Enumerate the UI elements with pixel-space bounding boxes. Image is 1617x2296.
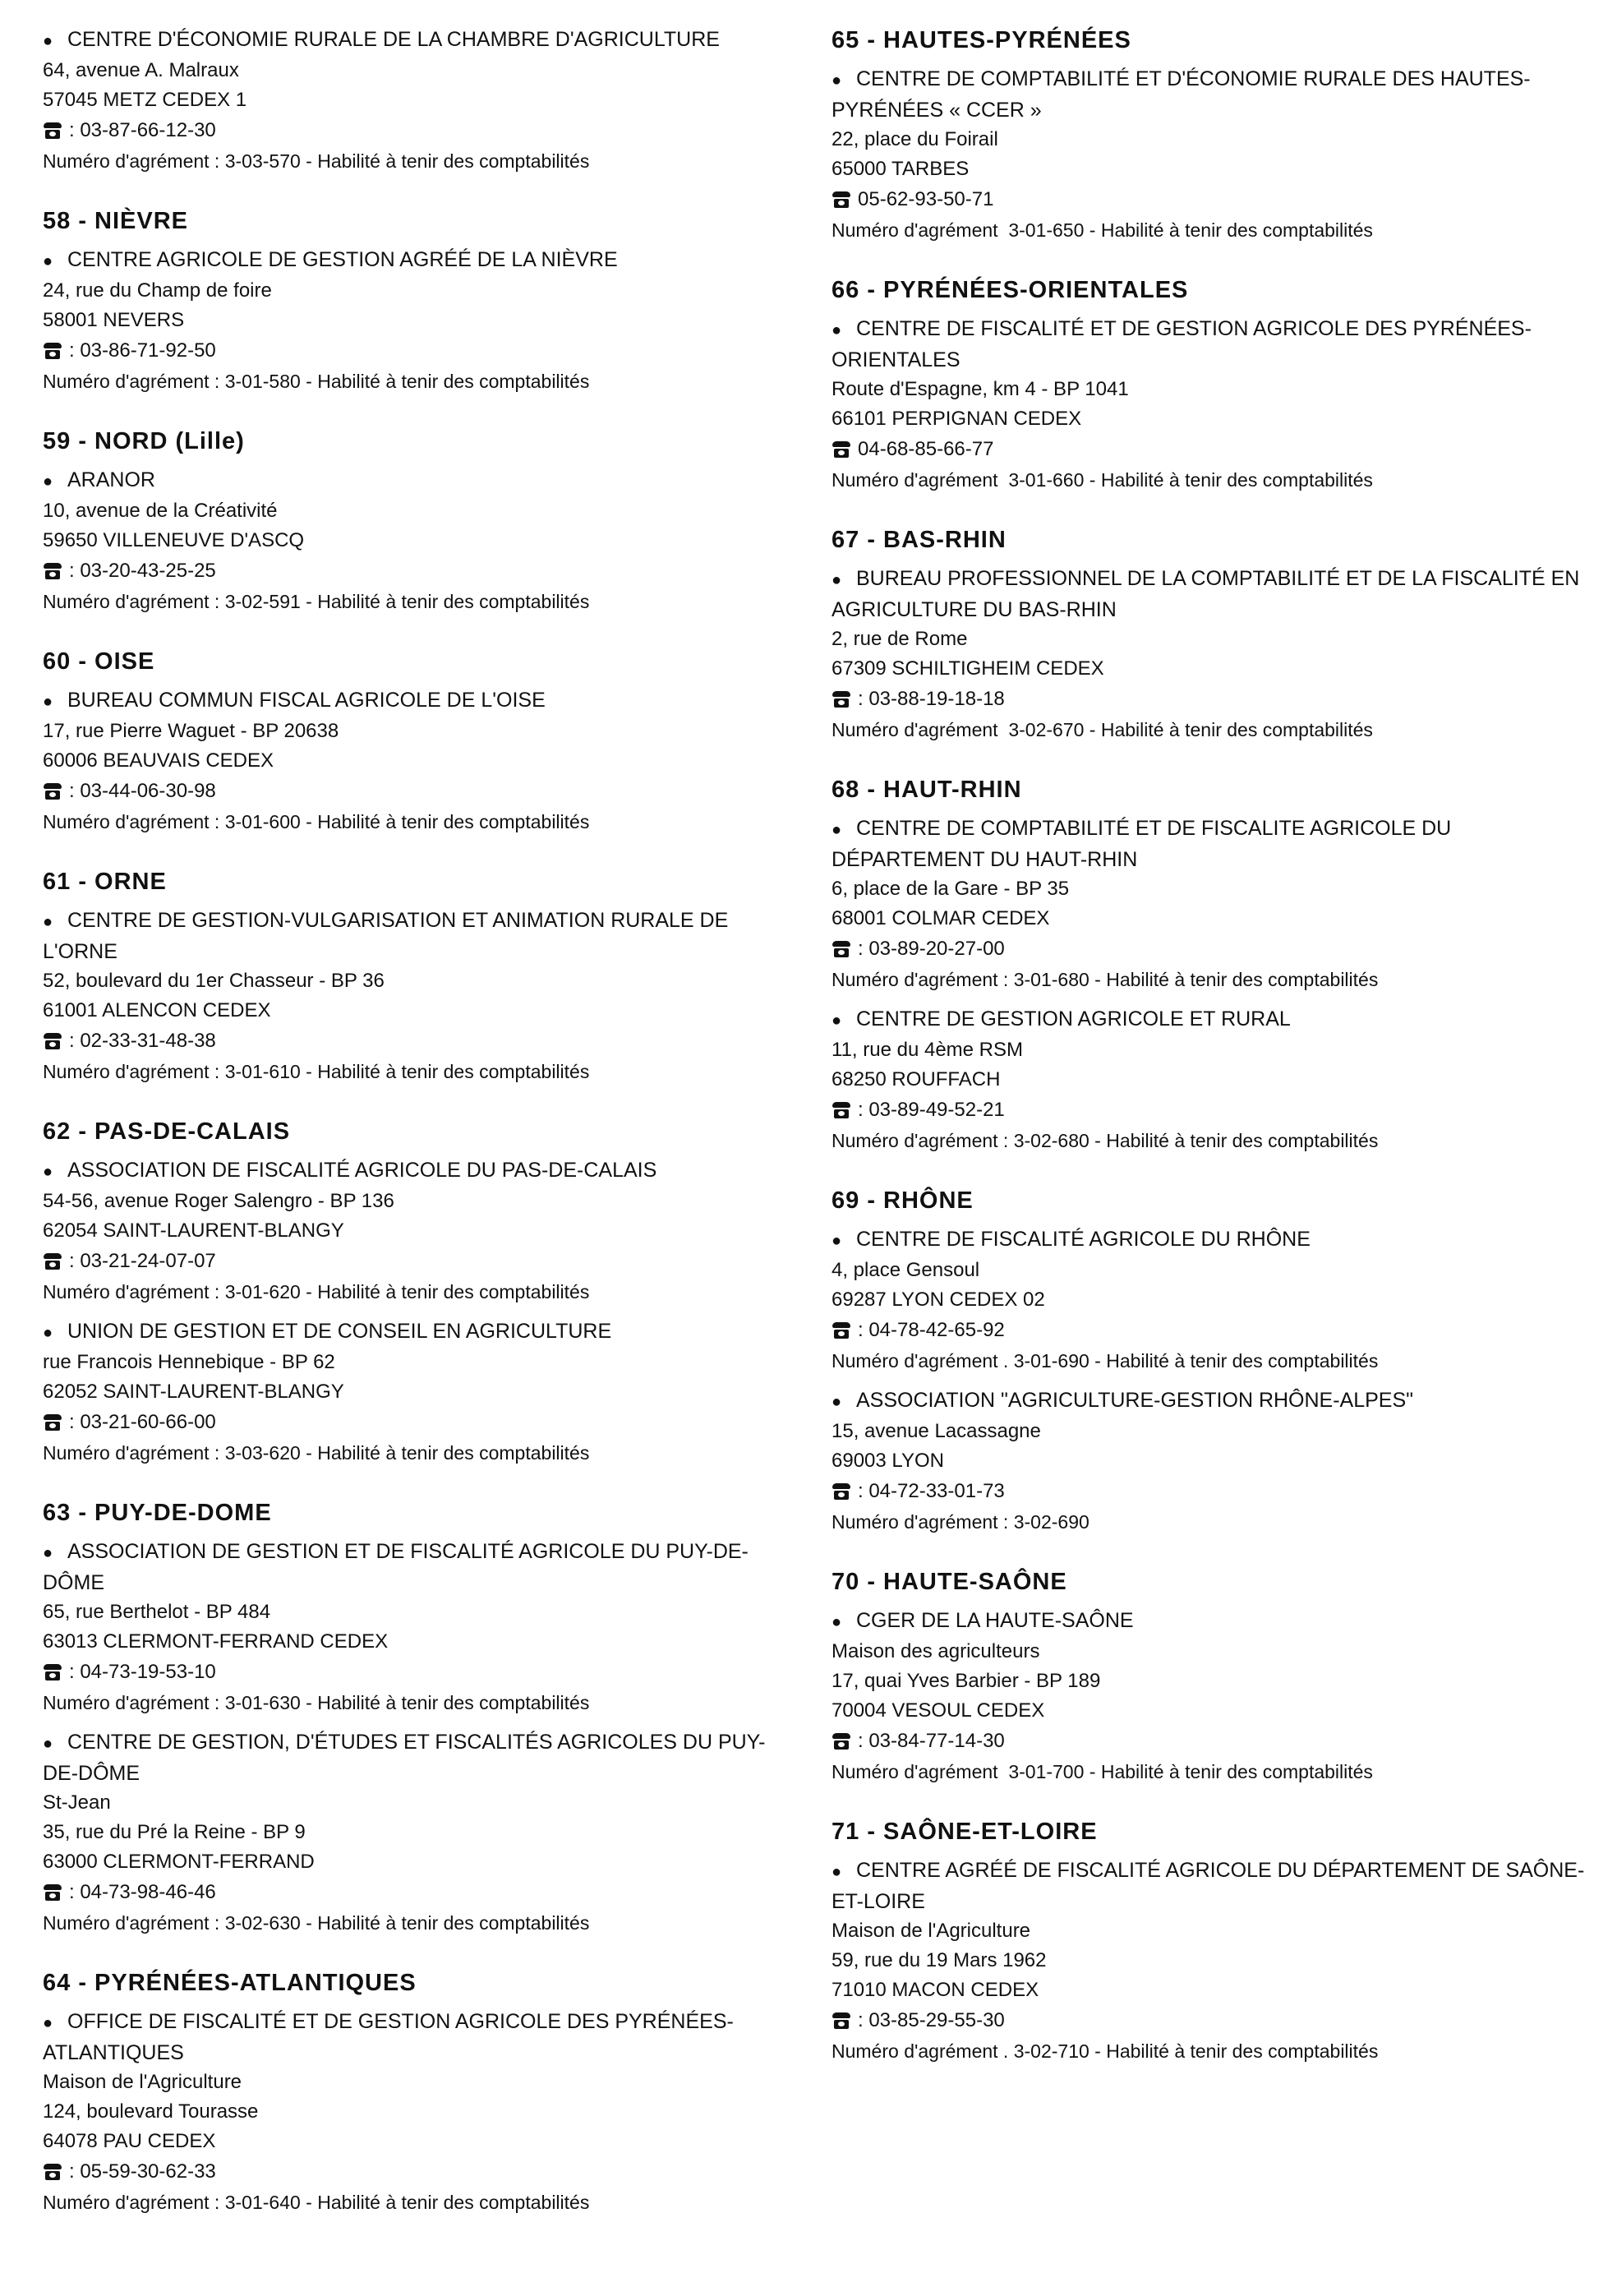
address-line: 52, boulevard du 1er Chasseur - BP 36 <box>43 970 385 992</box>
address-line: rue Francois Hennebique - BP 62 <box>43 1351 335 1373</box>
org-name-line <box>43 245 782 276</box>
directory-entry <box>832 64 1596 245</box>
bullet-icon: ● <box>832 1393 842 1411</box>
department-section <box>832 25 1596 245</box>
approval-number: Numéro d'agrément : 3-02-591 - Habilité à tenir des comptabilités <box>43 591 590 612</box>
department-heading: 63 - PUY-DE-DOME <box>43 1500 272 1526</box>
phone-number: : 03-21-24-07-07 <box>69 1250 216 1272</box>
telephone-icon <box>832 2012 851 2029</box>
department-heading: 60 - OISE <box>43 648 155 675</box>
bullet-icon: ● <box>43 473 53 491</box>
phone-number: : 04-78-42-65-92 <box>858 1319 1005 1341</box>
approval-number: Numéro d'agrément : 3-02-690 <box>832 1511 1090 1533</box>
department-heading: 71 - SAÔNE-ET-LOIRE <box>832 1819 1098 1845</box>
approval-number: Numéro d'agrément 3-01-650 - Habilité à tenir des comptabilités <box>832 219 1373 241</box>
org-name: BUREAU COMMUN FISCAL AGRICOLE DE L'OISE <box>67 689 546 712</box>
address-line: 63000 CLERMONT-FERRAND <box>43 1851 315 1873</box>
telephone-icon <box>43 1033 62 1049</box>
approval-number: Numéro d'agrément : 3-01-600 - Habilité à tenir des comptabilités <box>43 811 590 832</box>
department-section <box>43 1967 782 2217</box>
org-name-line <box>43 1727 782 1788</box>
address-line: 62054 SAINT-LAURENT-BLANGY <box>43 1219 344 1242</box>
approval-number: Numéro d'agrément . 3-01-690 - Habilité à tenir des comptabilités <box>832 1350 1379 1372</box>
org-name-line <box>43 1316 782 1348</box>
phone-number: : 04-73-19-53-10 <box>69 1661 216 1683</box>
org-name-line <box>832 1004 1596 1035</box>
address-line: 60006 BEAUVAIS CEDEX <box>43 749 274 772</box>
directory-entry <box>43 1316 782 1468</box>
department-heading: 64 - PYRÉNÉES-ATLANTIQUES <box>43 1970 417 1996</box>
org-name-line <box>43 2007 782 2068</box>
department-heading: 62 - PAS-DE-CALAIS <box>43 1118 291 1145</box>
approval-number: Numéro d'agrément : 3-02-630 - Habilité à tenir des comptabilités <box>43 1912 590 1934</box>
department-heading: 58 - NIÈVRE <box>43 208 188 234</box>
directory-entry <box>832 564 1596 745</box>
phone-line <box>43 335 782 367</box>
org-name-line <box>43 906 782 966</box>
phone-line <box>43 1026 782 1057</box>
telephone-icon <box>43 122 62 139</box>
department-section <box>832 274 1596 495</box>
phone-line <box>43 1657 782 1688</box>
address-line: St-Jean <box>43 1791 111 1814</box>
address-line: 68250 ROUFFACH <box>832 1068 1001 1090</box>
org-name-line <box>43 1155 782 1187</box>
department-heading: 59 - NORD (Lille) <box>43 428 245 454</box>
telephone-icon <box>832 1483 851 1500</box>
phone-line <box>832 1476 1596 1507</box>
department-heading: 68 - HAUT-RHIN <box>832 777 1022 803</box>
department-section <box>43 205 782 396</box>
address-line: 65000 TARBES <box>832 158 970 180</box>
address-line: 35, rue du Pré la Reine - BP 9 <box>43 1821 306 1843</box>
org-name-line <box>832 1606 1596 1637</box>
org-name: OFFICE DE FISCALITÉ ET DE GESTION AGRICOLE DES PYRÉNÉES-ATLANTIQUES <box>43 2010 734 2064</box>
address-line: 57045 METZ CEDEX 1 <box>43 89 247 111</box>
address-line: 17, quai Yves Barbier - BP 189 <box>832 1670 1101 1692</box>
address-line: 124, boulevard Tourasse <box>43 2100 259 2123</box>
approval-number: Numéro d'agrément : 3-01-610 - Habilité à tenir des comptabilités <box>43 1061 590 1082</box>
org-name-line <box>43 1537 782 1598</box>
phone-line <box>832 1315 1596 1346</box>
bullet-icon: ● <box>43 693 53 711</box>
org-name: ASSOCIATION "AGRICULTURE-GESTION RHÔNE-ALPES" <box>856 1389 1414 1412</box>
telephone-icon <box>43 343 62 359</box>
org-name-line <box>832 1856 1596 1916</box>
phone-number: : 03-44-06-30-98 <box>69 780 216 802</box>
approval-number: Numéro d'agrément 3-01-660 - Habilité à tenir des comptabilités <box>832 469 1373 491</box>
telephone-icon <box>832 941 851 957</box>
directory-entry <box>832 1856 1596 2066</box>
org-name: UNION DE GESTION ET DE CONSEIL EN AGRICULTURE <box>67 1320 612 1343</box>
department-section <box>43 25 782 176</box>
approval-number: Numéro d'agrément : 3-01-580 - Habilité à tenir des comptabilités <box>43 371 590 392</box>
address-line: 54-56, avenue Roger Salengro - BP 136 <box>43 1190 394 1212</box>
department-heading: 61 - ORNE <box>43 869 167 895</box>
directory-entry <box>43 1727 782 1938</box>
approval-number: Numéro d'agrément : 3-03-570 - Habilité à tenir des comptabilités <box>43 150 590 172</box>
bullet-icon: ● <box>832 1232 842 1250</box>
phone-line <box>832 2005 1596 2036</box>
org-name-line <box>832 1385 1596 1417</box>
department-heading: 67 - BAS-RHIN <box>832 527 1007 553</box>
org-name: BUREAU PROFESSIONNEL DE LA COMPTABILITÉ ET DE LA FISCALITÉ EN AGRICULTURE DU BAS-RHIN <box>832 567 1584 621</box>
directory-entry <box>43 25 782 176</box>
address-line: 24, rue du Champ de foire <box>43 279 272 302</box>
address-line: 59, rue du 19 Mars 1962 <box>832 1949 1047 1971</box>
address-line: 63013 CLERMONT-FERRAND CEDEX <box>43 1630 389 1653</box>
address-line: 6, place de la Gare - BP 35 <box>832 878 1070 900</box>
directory-entry <box>43 465 782 616</box>
address-line: 66101 PERPIGNAN CEDEX <box>832 408 1082 430</box>
address-line: 65, rue Berthelot - BP 484 <box>43 1601 271 1623</box>
org-name: CENTRE AGRÉÉ DE FISCALITÉ AGRICOLE DU DÉPARTEMENT DE SAÔNE-ET-LOIRE <box>832 1859 1585 1913</box>
department-section <box>43 646 782 837</box>
telephone-icon <box>832 1322 851 1339</box>
telephone-icon <box>43 783 62 800</box>
address-line: 59650 VILLENEUVE D'ASCQ <box>43 529 305 551</box>
address-line: 64078 PAU CEDEX <box>43 2130 216 2152</box>
directory-entry <box>43 1537 782 1717</box>
directory-entry <box>43 906 782 1086</box>
directory-entry <box>832 314 1596 495</box>
phone-line <box>832 184 1596 215</box>
department-section <box>43 1116 782 1468</box>
address-line: 71010 MACON CEDEX <box>832 1979 1039 2001</box>
bullet-icon: ● <box>832 1613 842 1631</box>
address-line: Route d'Espagne, km 4 - BP 1041 <box>832 378 1129 400</box>
approval-number: Numéro d'agrément : 3-01-620 - Habilité à tenir des comptabilités <box>43 1281 590 1302</box>
phone-line <box>43 2156 782 2188</box>
org-name: CENTRE DE FISCALITÉ AGRICOLE DU RHÔNE <box>856 1228 1311 1251</box>
telephone-icon <box>832 1102 851 1118</box>
phone-number: : 03-84-77-14-30 <box>858 1730 1005 1752</box>
left-column <box>43 25 782 2247</box>
telephone-icon <box>832 441 851 458</box>
org-name: ASSOCIATION DE FISCALITÉ AGRICOLE DU PAS-DE-CALAIS <box>67 1159 657 1182</box>
org-name-line <box>832 814 1596 874</box>
phone-number: : 03-89-49-52-21 <box>858 1099 1005 1121</box>
address-line: 61001 ALENCON CEDEX <box>43 999 271 1021</box>
address-line: 22, place du Foirail <box>832 128 998 150</box>
org-name: CENTRE DE COMPTABILITÉ ET D'ÉCONOMIE RURALE DES HAUTES-PYRÉNÉES « CCER » <box>832 67 1531 122</box>
department-section <box>832 1816 1596 2066</box>
bullet-icon: ● <box>832 571 842 589</box>
phone-line <box>43 1877 782 1908</box>
bullet-icon: ● <box>832 821 842 839</box>
address-line: 15, avenue Lacassagne <box>832 1420 1041 1442</box>
approval-number: Numéro d'agrément 3-01-700 - Habilité à tenir des comptabilités <box>832 1761 1373 1782</box>
address-line: Maison de l'Agriculture <box>832 1920 1031 1942</box>
phone-number: : 03-87-66-12-30 <box>69 119 216 141</box>
org-name-line <box>832 564 1596 625</box>
address-line: 69287 LYON CEDEX 02 <box>832 1289 1045 1311</box>
address-line: 10, avenue de la Créativité <box>43 500 278 522</box>
phone-number: : 03-89-20-27-00 <box>858 938 1005 960</box>
org-name: CENTRE AGRICOLE DE GESTION AGRÉÉ DE LA NIÈVRE <box>67 248 618 271</box>
address-line: 58001 NEVERS <box>43 309 185 331</box>
directory-entry <box>832 1224 1596 1376</box>
approval-number: Numéro d'agrément : 3-02-680 - Habilité à tenir des comptabilités <box>832 1130 1379 1151</box>
phone-line <box>43 1246 782 1277</box>
telephone-icon <box>43 1884 62 1901</box>
phone-line <box>832 684 1596 715</box>
address-line: 17, rue Pierre Waguet - BP 20638 <box>43 720 339 742</box>
bullet-icon: ● <box>43 2014 53 2032</box>
address-line: 62052 SAINT-LAURENT-BLANGY <box>43 1381 344 1403</box>
approval-number: Numéro d'agrément : 3-01-640 - Habilité à tenir des comptabilités <box>43 2192 590 2213</box>
phone-line <box>43 1407 782 1438</box>
bullet-icon: ● <box>832 1863 842 1881</box>
phone-line <box>43 776 782 807</box>
directory-entry <box>832 1004 1596 1155</box>
bullet-icon: ● <box>43 1544 53 1562</box>
approval-number: Numéro d'agrément : 3-01-630 - Habilité à tenir des comptabilités <box>43 1692 590 1713</box>
address-line: 69003 LYON <box>832 1450 944 1472</box>
department-section <box>832 1566 1596 1787</box>
org-name-line <box>832 314 1596 375</box>
phone-line <box>832 434 1596 465</box>
department-section <box>832 774 1596 1155</box>
address-line: 68001 COLMAR CEDEX <box>832 907 1050 929</box>
org-name-line <box>43 685 782 717</box>
bullet-icon: ● <box>832 321 842 339</box>
bullet-icon: ● <box>43 913 53 931</box>
bullet-icon: ● <box>43 1324 53 1342</box>
address-line: 4, place Gensoul <box>832 1259 980 1281</box>
address-line: 70004 VESOUL CEDEX <box>832 1699 1045 1722</box>
org-name: CENTRE DE FISCALITÉ ET DE GESTION AGRICOLE DES PYRÉNÉES-ORIENTALES <box>832 317 1532 371</box>
address-line: 2, rue de Rome <box>832 628 968 650</box>
approval-number: Numéro d'agrément : 3-01-680 - Habilité à tenir des comptabilités <box>832 969 1379 990</box>
org-name-line <box>43 465 782 496</box>
phone-number: : 04-72-33-01-73 <box>858 1480 1005 1502</box>
department-section <box>832 1185 1596 1537</box>
phone-number: : 04-73-98-46-46 <box>69 1881 216 1903</box>
telephone-icon <box>832 1733 851 1750</box>
directory-entry <box>43 685 782 837</box>
phone-line <box>43 556 782 587</box>
telephone-icon <box>43 563 62 579</box>
org-name: ARANOR <box>67 468 155 491</box>
phone-number: : 05-59-30-62-33 <box>69 2160 216 2183</box>
phone-line <box>832 934 1596 965</box>
department-heading: 70 - HAUTE-SAÔNE <box>832 1569 1067 1595</box>
approval-number: Numéro d'agrément : 3-03-620 - Habilité à tenir des comptabilités <box>43 1442 590 1464</box>
telephone-icon <box>832 191 851 208</box>
directory-entry <box>832 814 1596 994</box>
telephone-icon <box>832 691 851 708</box>
phone-line <box>832 1726 1596 1757</box>
address-line: 11, rue du 4ème RSM <box>832 1039 1024 1061</box>
phone-number: : 03-88-19-18-18 <box>858 688 1005 710</box>
directory-entry <box>43 2007 782 2217</box>
telephone-icon <box>43 1414 62 1431</box>
org-name-line <box>832 1224 1596 1256</box>
phone-number: : 02-33-31-48-38 <box>69 1030 216 1052</box>
directory-entry <box>43 1155 782 1307</box>
bullet-icon: ● <box>43 1735 53 1753</box>
org-name: CENTRE DE GESTION, D'ÉTUDES ET FISCALITÉS AGRICOLES DU PUY-DE-DÔME <box>43 1731 766 1785</box>
bullet-icon: ● <box>43 32 53 50</box>
phone-number: : 03-86-71-92-50 <box>69 339 216 362</box>
telephone-icon <box>43 1253 62 1270</box>
org-name: CENTRE D'ÉCONOMIE RURALE DE LA CHAMBRE D'AGRICULTURE <box>67 28 720 51</box>
org-name: CENTRE DE COMPTABILITÉ ET DE FISCALITE AGRICOLE DU DÉPARTEMENT DU HAUT-RHIN <box>832 817 1458 871</box>
bullet-icon: ● <box>832 71 842 90</box>
phone-number: : 03-21-60-66-00 <box>69 1411 216 1433</box>
telephone-icon <box>43 1664 62 1681</box>
phone-number: : 03-20-43-25-25 <box>69 560 216 582</box>
org-name: ASSOCIATION DE GESTION ET DE FISCALITÉ AGRICOLE DU PUY-DE-DÔME <box>43 1540 749 1594</box>
department-heading: 69 - RHÔNE <box>832 1187 974 1214</box>
org-name: CENTRE DE GESTION-VULGARISATION ET ANIMATION RURALE DE L'ORNE <box>43 909 735 963</box>
department-heading: 65 - HAUTES-PYRÉNÉES <box>832 27 1131 53</box>
telephone-icon <box>43 2164 62 2180</box>
directory-entry <box>832 1606 1596 1787</box>
org-name-line <box>832 64 1596 125</box>
directory-entry <box>832 1385 1596 1537</box>
address-line: Maison de l'Agriculture <box>43 2071 242 2093</box>
org-name-line <box>43 25 782 56</box>
department-section <box>43 1497 782 1938</box>
phone-number: 05-62-93-50-71 <box>858 188 994 210</box>
phone-line <box>43 115 782 146</box>
bullet-icon: ● <box>43 1163 53 1181</box>
approval-number: Numéro d'agrément . 3-02-710 - Habilité à tenir des comptabilités <box>832 2040 1379 2062</box>
right-column <box>832 25 1596 2095</box>
address-line: 67309 SCHILTIGHEIM CEDEX <box>832 657 1104 680</box>
address-line: 64, avenue A. Malraux <box>43 59 239 81</box>
department-section <box>832 524 1596 745</box>
bullet-icon: ● <box>832 1012 842 1030</box>
org-name: CENTRE DE GESTION AGRICOLE ET RURAL <box>856 1007 1291 1030</box>
phone-number: : 03-85-29-55-30 <box>858 2009 1005 2031</box>
approval-number: Numéro d'agrément 3-02-670 - Habilité à tenir des comptabilités <box>832 719 1373 740</box>
phone-number: 04-68-85-66-77 <box>858 438 994 460</box>
org-name: CGER DE LA HAUTE-SAÔNE <box>856 1609 1134 1632</box>
phone-line <box>832 1095 1596 1126</box>
department-heading: 66 - PYRÉNÉES-ORIENTALES <box>832 277 1189 303</box>
bullet-icon: ● <box>43 252 53 270</box>
address-line: Maison des agriculteurs <box>832 1640 1040 1662</box>
department-section <box>43 426 782 616</box>
department-section <box>43 866 782 1086</box>
directory-entry <box>43 245 782 396</box>
